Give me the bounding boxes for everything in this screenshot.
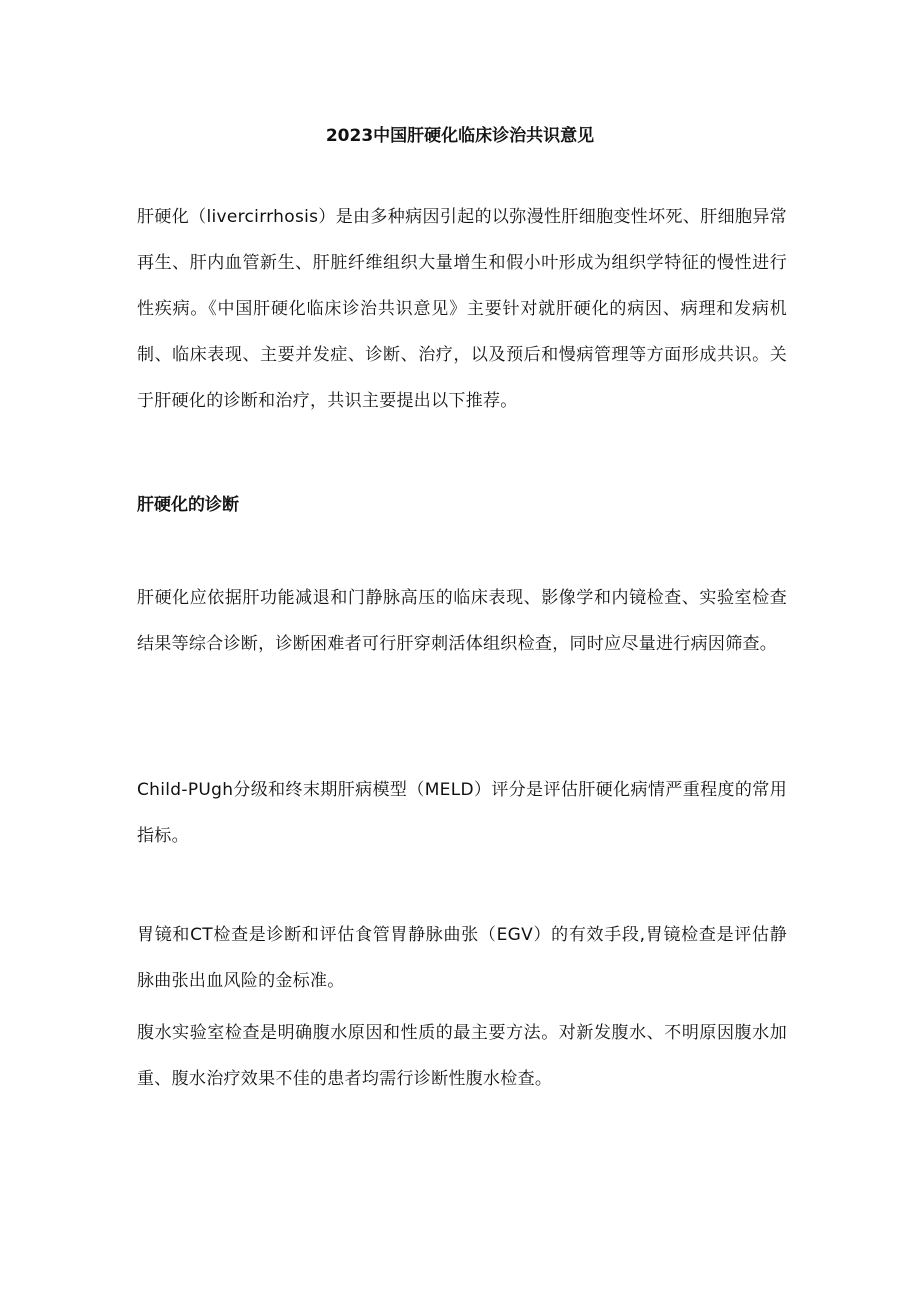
diagnosis-paragraph-scoring: Child-PUgh分级和终末期肝病模型（MELD）评分是评估肝硬化病情严重程度的常用指标。 [137, 780, 787, 846]
diagnosis-paragraph-basis: 肝硬化应依据肝功能减退和门静脉高压的临床表现、影像学和内镜检查、实验室检查结果等综合诊断，诊断困难者可行肝穿刺活体组织检查，同时应尽量进行病因筛查。 [137, 588, 787, 654]
document-title: 2023中国肝硬化临床诊治共识意见 [325, 126, 595, 146]
intro-paragraph: 肝硬化（livercirrhosis）是由多种病因引起的以弥漫性肝细胞变性坏死、肝细胞异常再生、肝内血管新生、肝脏纤维组织大量增生和假小叶形成为组织学特征的慢性进行性疾病。《中国肝硬化临床诊治共识意见》主要针对就肝硬化的病因、病理和发病机制、临床表现、主要并发症、诊断、治疗，以及预后和慢病管理等方面形成共识。关于肝硬化的诊断和治疗，共识主要提出以下推荐。 [137, 207, 787, 411]
section-heading-diagnosis: 肝硬化的诊断 [137, 495, 239, 515]
diagnosis-paragraph-endoscopy: 胃镜和CT检查是诊断和评估食管胃静脉曲张（EGV）的有效手段,胃镜检查是评估静脉曲张出血风险的金标准。 [137, 925, 787, 991]
diagnosis-paragraph-ascites: 腹水实验室检查是明确腹水原因和性质的最主要方法。对新发腹水、不明原因腹水加重、腹水治疗效果不佳的患者均需行诊断性腹水检查。 [137, 1023, 787, 1089]
